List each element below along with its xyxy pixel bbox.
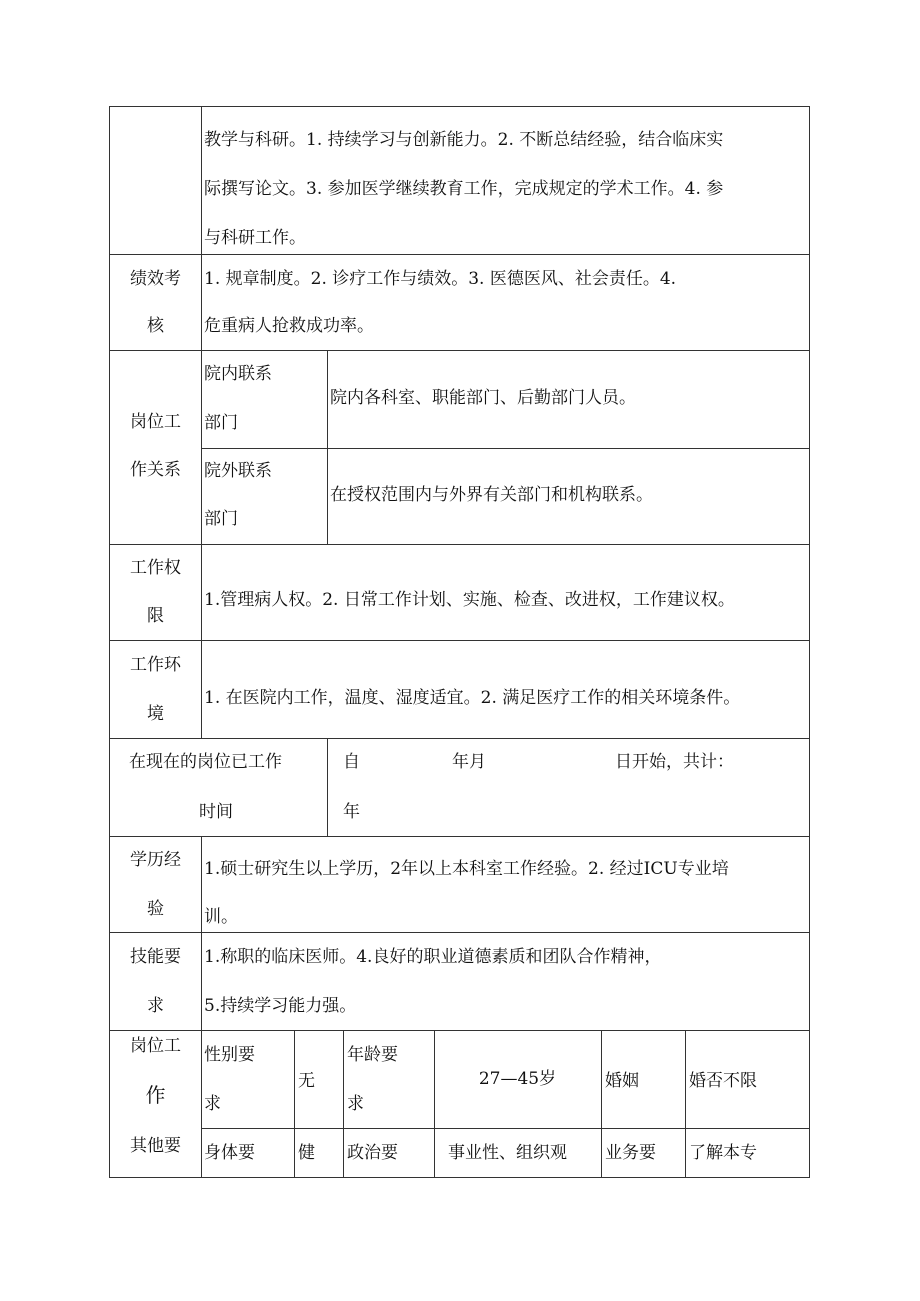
other-label-line-2: 作: [145, 1083, 166, 1107]
table-divider: [601, 1030, 602, 1178]
environment-value: 1. 在医院内工作，温度、湿度适宜。2. 满足医疗工作的相关环境条件。: [204, 688, 741, 708]
skills-text-line-2: 5.持续学习能力强。: [204, 996, 357, 1016]
table-divider: [434, 1030, 435, 1178]
teaching-text-line-3: 与科研工作。: [204, 228, 306, 248]
internal-dept-value: 院内各科室、职能部门、后勤部门人员。: [330, 388, 636, 408]
gender-label-line-2: 求: [204, 1094, 221, 1114]
gender-label-line-1: 性别要: [204, 1045, 255, 1065]
tenure-year-month: 年月: [452, 752, 486, 772]
performance-label-line-2: 核: [147, 316, 164, 336]
teaching-text-line-1: 教学与科研。1. 持续学习与创新能力。2. 不断总结经验，结合临床实: [204, 130, 724, 150]
external-dept-label-line-2: 部门: [204, 509, 238, 529]
skills-label-line-2: 求: [147, 996, 164, 1016]
table-divider: [201, 836, 202, 1178]
relations-label-line-1: 岗位工: [130, 412, 181, 432]
relations-label-line-2: 作关系: [130, 460, 181, 480]
age-label-line-1: 年龄要: [347, 1045, 398, 1065]
skills-label-line-1: 技能要: [130, 947, 181, 967]
health-label: 身体要: [204, 1143, 255, 1163]
performance-text-line-1: 1. 规章制度。2. 诊疗工作与绩效。3. 医德医风、社会责任。4.: [204, 269, 677, 289]
performance-label-line-1: 绩效考: [130, 269, 181, 289]
internal-dept-label-line-1: 院内联系: [204, 364, 272, 384]
marriage-label: 婚姻: [605, 1071, 639, 1091]
business-value: 了解本专: [689, 1143, 757, 1163]
tenure-from: 自: [343, 752, 360, 772]
table-divider: [327, 350, 328, 544]
age-label-line-2: 求: [347, 1094, 364, 1114]
health-value: 健: [298, 1143, 315, 1163]
education-label-line-1: 学历经: [130, 850, 181, 870]
gender-value: 无: [298, 1071, 315, 1091]
authority-value: 1.管理病人权。2. 日常工作计划、实施、检查、改进权，工作建议权。: [204, 590, 735, 610]
authority-label-line-1: 工作权: [130, 558, 181, 578]
politics-label: 政治要: [347, 1143, 398, 1163]
authority-label-line-2: 限: [147, 606, 164, 626]
table-divider: [109, 640, 810, 641]
education-text-line-1: 1.硕士研究生以上学历，2年以上本科室工作经验。2. 经过ICU专业培: [204, 859, 729, 879]
other-label-line-1: 岗位工: [130, 1036, 181, 1056]
teaching-text-line-2: 际撰写论文。3. 参加医学继续教育工作，完成规定的学术工作。4. 参: [204, 179, 724, 199]
table-divider: [201, 448, 810, 449]
tenure-label-line-2: 时间: [199, 802, 233, 822]
table-divider: [109, 544, 810, 545]
environment-label-line-1: 工作环: [130, 655, 181, 675]
table-divider: [343, 1030, 344, 1178]
table-border: [809, 106, 810, 1178]
performance-text-line-2: 危重病人抢救成功率。: [204, 316, 374, 336]
education-text-line-2: 训。: [204, 907, 238, 927]
table-divider: [294, 1030, 295, 1178]
external-dept-label-line-1: 院外联系: [204, 461, 272, 481]
internal-dept-label-line-2: 部门: [204, 413, 238, 433]
table-divider: [201, 106, 202, 738]
external-dept-value: 在授权范围内与外界有关部门和机构联系。: [330, 485, 653, 505]
age-value: 27—45岁: [478, 1069, 557, 1089]
tenure-years: 年: [343, 802, 360, 822]
business-label: 业务要: [605, 1143, 656, 1163]
skills-text-line-1: 1.称职的临床医师。4.良好的职业道德素质和团队合作精神，: [204, 947, 662, 967]
table-border: [109, 106, 810, 107]
other-label-line-3: 其他要: [130, 1136, 181, 1156]
marriage-value: 婚否不限: [689, 1071, 757, 1091]
table-divider: [685, 1030, 686, 1178]
politics-value: 事业性、组织观: [448, 1143, 567, 1163]
tenure-label-line-1: 在现在的岗位已工作: [129, 752, 282, 772]
environment-label-line-2: 境: [147, 704, 164, 724]
table-divider: [327, 738, 328, 836]
tenure-day-start: 日开始，共计：: [615, 752, 734, 772]
education-label-line-2: 验: [147, 899, 164, 919]
